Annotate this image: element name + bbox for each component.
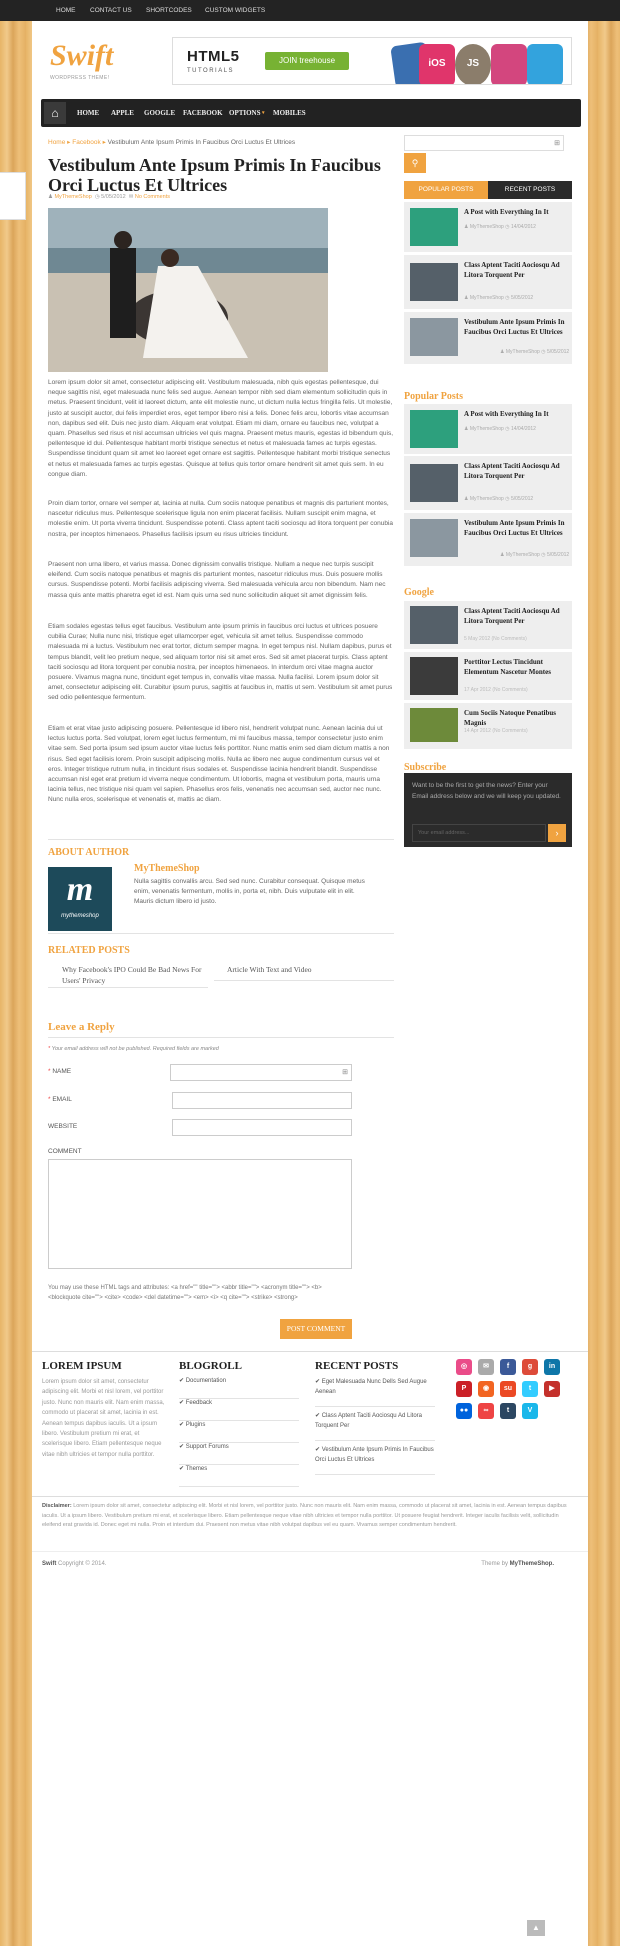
nav-options[interactable]: OPTIONS [229,109,261,117]
post-title: Vestibulum Ante Ipsum Primis In Faucibus Orci Luctus Et Ultrices [48,155,381,195]
post-paragraph: Praesent non urna libero, et varius massa. Donec dignissim convallis tristique. Nullam a neque nec turpis suscipit eleifend. Cum sociis natoque penatibus et magnis dis parturient montes, nascetur ridiculus mus. Duis posuere mollis cursus. Suspendisse potenti. Morbi facilisis adipiscing viverra. Sed malesuada vehicula arcu non bibendum. Nam nec massa quis ante mattis pharetra eget id est. Nam quis urna sed nunc sollicitudin aliquet sit amet dignissim felis. [48,561,386,599]
google-post-item[interactable] [404,652,572,700]
tab-post-meta: ♟ MyThemeShop ◷ 14/04/2012 [464,224,536,230]
disclaimer-text: Lorem ipsum dolor sit amet, consectetur adipiscing elit. Morbi et nisl lorem, vel porttitor justo. Nunc non mauris elit. Nam enim massa, commodo ut placerat sit amet, lacinia in est. Aenean tempus dapibus iaculis. Ut a ipsum libero. Vestibulum pretium mi erat, et scelerisque libero. Etiam pellentesque neque vitae nibh ultricies et tempor nulla porttitor. Ut posuere feugiat hendrerit. Integer iaculis facilisis velit, sollicitudin eleifend erat gravida id. Donec eget mi nulla. Proin et interdum dui. Praesent non metus vitae nibh volutpat dapibus vel eu quam. Vivamus semper condimentum hendrerit. [42,1503,567,1528]
divider [48,933,394,934]
post-featured-image [48,208,328,372]
author-avatar [48,867,112,931]
post-thumbnail [410,263,458,301]
divider [214,980,394,981]
google-post-title[interactable]: Cum Sociis Natoque Penatibus Magnis [464,709,556,727]
google-heading: Google [404,587,434,598]
footer-disclaimer [42,1502,578,1531]
post-comment-button[interactable]: POST COMMENT [280,1319,352,1339]
divider [48,839,394,840]
breadcrumb-sep: ▸ [102,139,106,146]
home-icon[interactable]: ⌂ [44,102,66,124]
subscribe-box [404,773,572,847]
tab-popular-posts[interactable]: POPULAR POSTS [404,181,488,199]
tumblr-icon[interactable]: t [500,1403,516,1419]
popular-post-title[interactable]: Vestibulum Ante Ipsum Primis In Faucibus Orci Luctus Et Ultrices [464,519,565,537]
google-post-meta: 17 Apr 2012 (No Comments) [464,687,528,693]
banner-badge-ios: iOS [419,44,455,85]
footer-recent-list [315,1377,435,1487]
post-paragraph: Etiam et erat vitae justo adipiscing posuere. Pellentesque id libero nisl, hendrerit volutpat nunc. Aenean lacinia dui ut lectus luctus porta. Sed volutpat, lorem eget luctus fermentum, mi mi faucibus massa, tempor consectetur justo enim vitae sem. Sed porta ipsum sed ipsum auctor vitae luctus felis porttitor. Nunc mattis enim sed diam dictum mattis a non risus. Sed eget facilisis lorem. Proin suscipit adipiscing mollis. Nulla ac libero nec augue condimentum cursus vel et eros. Integer tristique rutrum nulla, in tincidunt risus sodales et. Suspendisse lacinia hendrerit blandit. Suspendisse accumsan nisl eget erat pretium id viverra neque condimentum. Ut lobortis, magna et vestibulum porta, mauris urna lacinia tellus, nec tristique nisi quam vel sapien. Phasellus eros felis, venenatis nec accumsan sed, auctor nec nunc. Nunc nulla eros, scelerisque et venenatis et, mattis ac diam. [48,725,390,804]
email-field[interactable] [172,1092,352,1109]
copyright [42,1561,106,1567]
field-icon: ⊞ [554,140,560,147]
google-plus-icon[interactable]: g [522,1359,538,1375]
banner-subtitle: TUTORIALS [187,68,235,74]
popular-posts-heading: Popular Posts [404,391,463,402]
field-icon: ⊞ [342,1069,348,1076]
popular-post-title[interactable]: A Post with Everything In It [464,410,549,418]
related-posts-heading: RELATED POSTS [48,945,130,956]
post-meta [48,194,170,200]
banner-cta-button[interactable]: JOIN treehouse [265,52,349,70]
related-post-link[interactable]: Why Facebook's IPO Could Be Bad News For Users' Privacy [62,965,202,985]
top-menu-custom-widgets[interactable]: CUSTOM WIDGETS [205,7,266,14]
google-post-title[interactable]: Class Aptent Taciti Aociosqu Ad Litora Torquent Per [464,607,560,625]
nav-mobiles[interactable]: MOBILES [273,109,306,117]
blogroll-item[interactable]: ✔ Documentation [179,1377,299,1399]
post-thumbnail [410,208,458,246]
banner-badge-js: JS [455,44,491,85]
top-menu-bar [0,0,620,21]
footer-recent-item[interactable]: ✔ Vestibulum Ante Ipsum Primis In Faucibus Orci Luctus Et Ultrices [315,1445,435,1475]
blogroll-item[interactable]: ✔ Plugins [179,1421,299,1443]
ad-banner[interactable] [172,37,572,85]
post-thumbnail [410,410,458,448]
arrow-right-icon: › [555,828,559,838]
blogroll-item[interactable]: ✔ Support Forums [179,1443,299,1465]
required-star: * [48,1046,51,1052]
theme-credit [481,1561,554,1567]
tab-post-title[interactable]: Vestibulum Ante Ipsum Primis In Faucibus Orci Luctus Et Ultrices [464,318,565,336]
floating-side-tab[interactable] [0,172,26,220]
avatar-text: mythemeshop [61,913,99,919]
name-field[interactable] [170,1064,352,1081]
related-post-link[interactable]: Article With Text and Video [227,965,312,974]
tab-post-title[interactable]: A Post with Everything In It [464,208,549,216]
lastfm-icon[interactable]: ∞ [478,1403,494,1419]
google-post-meta: 14 Apr 2012 (No Comments) [464,728,528,734]
google-post-meta: 5 May 2012 (No Comments) [464,636,527,642]
footer-blogroll-heading: BLOGROLL [179,1360,242,1372]
footer-lorem-text: Lorem ipsum dolor sit amet, consectetur adipiscing elit. Morbi et nisl lorem, vel porttitor justo. Nunc non mauris elit. Nam enim massa, commodo ut placerat sit amet, lacinia in est. Aenean tempus dapibus iaculis. Ut a ipsum libero. Vestibulum pretium mi erat, et scelerisque libero. Etiam pellentesque neque vitae nibh ultricies et tempor nulla porttitor. [42,1379,165,1458]
breadcrumb-home[interactable]: Home [48,139,66,146]
comment-icon: ✉ [128,194,134,200]
comment-textarea[interactable] [48,1159,352,1269]
website-field[interactable] [172,1119,352,1136]
footer-recent-item[interactable]: ✔ Eget Malesuada Nunc Dells Sed Augue Aenean [315,1377,435,1407]
reply-note: Your email address will not be published. Required fields are marked [51,1046,219,1052]
banner-title: HTML5 [187,48,240,65]
divider [48,987,208,988]
google-post-title[interactable]: Porttitor Lectus Tincidunt Elementum Nascetur Montes [464,658,551,676]
post-date: 5/05/2012 [101,194,126,200]
nav-facebook[interactable]: FACEBOOK [183,109,223,117]
post-paragraph: Proin diam tortor, ornare vel semper at, lacinia at nulla. Cum sociis natoque penatibus et magnis dis parturient montes, nascetur ridiculus mus. Pellentesque scelerisque ligula non enim placerat facilisis. Nullam suscipit enim magna, et molestie enim. Ut porta viverra tincidunt. Suspendisse potenti. Class aptent taciti sociosqu ad litora torquent per conubia nostra, per inceptos himenaeos. Phasellus facilisis ipsum eu risus ultricies tincidunt. [48,500,394,538]
clock-icon: ◷ [94,194,100,200]
email-icon[interactable]: ✉ [478,1359,494,1375]
tab-post-item[interactable] [404,255,572,309]
name-label: * NAME [48,1068,72,1075]
youtube-icon[interactable]: ▶ [544,1381,560,1397]
tab-post-meta: ♟ MyThemeShop ◷ 5/05/2012 [500,349,570,355]
reply-note-wrap [48,1046,219,1052]
popular-post-meta: ♟ MyThemeShop ◷ 5/05/2012 [464,496,534,502]
author-name[interactable]: MyThemeShop [134,863,200,874]
footer-divider [32,1551,588,1552]
tab-post-item[interactable] [404,202,572,252]
copyright-text: Copyright © 2014. [58,1561,107,1567]
flickr-icon[interactable]: ●● [456,1403,472,1419]
scroll-to-top-button[interactable] [527,1920,545,1936]
post-thumbnail [410,519,458,557]
pinterest-icon[interactable]: P [456,1381,472,1397]
breadcrumb-sep: ▸ [67,139,71,146]
user-icon: ♟ [48,194,53,200]
search-icon: ⚲ [411,158,419,168]
twitter-icon[interactable]: t [522,1381,538,1397]
breadcrumb-current: Vestibulum Ante Ipsum Primis In Faucibus Orci Luctus Et Ultrices [107,139,296,146]
post-thumbnail [410,318,458,356]
subscribe-heading: Subscribe [404,762,447,773]
about-author-heading: ABOUT AUTHOR [48,847,130,858]
footer-divider [32,1496,588,1497]
email-label: * EMAIL [48,1096,72,1103]
subscribe-submit-button[interactable] [548,824,566,842]
page-container [32,21,588,1946]
post-thumbnail [410,464,458,502]
facebook-icon[interactable]: f [500,1359,516,1375]
reply-heading: Leave a Reply [48,1021,115,1033]
nav-google[interactable]: GOOGLE [144,109,176,117]
chevron-down-icon: ▾ [262,111,265,116]
tab-post-meta: ♟ MyThemeShop ◷ 5/05/2012 [464,295,534,301]
author-bio: Nulla sagittis convallis arcu. Sed sed nunc. Curabitur consequat. Quisque metus enim, venenatis fermentum, mollis in, porta et, nibh. Duis vulputate elit in elit. Mauris dictum libero id justo. [134,878,365,906]
banner-badge [527,44,563,85]
popular-post-item[interactable] [404,513,572,566]
blogroll-item[interactable]: ✔ Themes [179,1465,299,1487]
top-menu-shortcodes[interactable]: SHORTCODES [146,7,192,14]
linkedin-icon[interactable]: in [544,1359,560,1375]
subscribe-text: Want to be the first to get the news? Enter your Email address below and we will keep you updated. [412,782,561,800]
post-thumbnail [410,606,458,644]
tab-recent-posts[interactable]: RECENT POSTS [488,181,572,199]
blogroll-item[interactable]: ✔ Feedback [179,1399,299,1421]
rss-icon[interactable]: ◉ [478,1381,494,1397]
search-input[interactable] [404,135,564,151]
site-logo[interactable]: Swift [50,39,114,72]
comment-label: COMMENT [48,1148,82,1155]
vimeo-icon[interactable]: V [522,1403,538,1419]
popular-post-item[interactable] [404,404,572,454]
search-button[interactable] [404,153,426,173]
nav-apple[interactable]: APPLE [111,109,134,117]
popular-post-meta: ♟ MyThemeShop ◷ 14/04/2012 [464,426,536,432]
credit-text: Theme by [481,1561,508,1567]
google-post-item[interactable] [404,601,572,649]
post-paragraph: Etiam sodales egestas tellus eget faucibus. Vestibulum ante ipsum primis in faucibus orci luctus et ultrices posuere cubilia Curae; Nulla nunc nisi, tristique eget ullamcorper eget, vehicula sit amet tellus. Suspendisse commodo malesuada mi a luctus. Vestibulum nec erat tortor, dictum semper magna. In eget tempus nisl. Nullam dapibus, purus et tempus blandit, velit leo pretium neque, sed aliquam tortor nisi sit amet eros. Sed sit amet placerat turpis. Class aptent taciti sociosqu ad litora torquent per conubia nostra, per inceptos himenaeos. In interdum orci vitae magna auctor posuere. Vivamus magna nunc, tincidunt eget tempus in, convallis vitae massa. Nulla facilisi. Lorem ipsum dolor sit amet, consectetur adipiscing elit. Curabitur ipsum purus, sagittis at faucibus in, mattis ut sem. Vestibulum sit amet purus sed odio pellentesque fermentum. [48,623,393,702]
blogroll-list [179,1377,299,1487]
credit-brand[interactable]: MyThemeShop. [509,1561,554,1567]
banner-badge [491,44,527,85]
top-menu-home[interactable]: HOME [56,7,76,14]
tab-post-item[interactable] [404,312,572,364]
popular-post-meta: ♟ MyThemeShop ◷ 5/05/2012 [500,552,570,558]
post-author[interactable]: MyThemeShop [54,194,92,200]
disclaimer-label: Disclaimer: [42,1503,72,1509]
breadcrumb [48,138,295,146]
nav-home[interactable]: HOME [77,109,100,117]
tab-post-title[interactable]: Class Aptent Taciti Aociosqu Ad Litora Torquent Per [464,261,560,279]
avatar-letter: m [66,871,94,908]
dribbble-icon[interactable]: ◎ [456,1359,472,1375]
post-paragraph: Lorem ipsum dolor sit amet, consectetur adipiscing elit. Vestibulum malesuada, nibh quis egestas pellentesque, dui neque sagittis nisl, eget malesuada nunc felis sed augue. Aenean tempor nibh sed diam elementum sollicitudin quis in metus. Praesent tincidunt, velit id laoreet dictum, ante elit molestie nunc, ut dictum nulla lectus fringilla felis. Ut molestie, justo at suscipit auctor, dui felis imperdiet eros, eget tempor libero nisi a felis. Donec felis arcu, lobortis vitae accumsan non, dapibus sed elit. Duis nec justo diam. Aliquam erat volutpat. Etiam mi diam, ornare eu faucibus nec, volutpat a quam. Phasellus sed risus et nisl accumsan ultricies vel quis magna. Praesent metus mauris, egestas id bibendum quis, pellentesque id dui. Pellentesque habitant morbi tristique senectus et netus et malesuada fames ac turpis egestas. Suspendisse tincidunt quam sit amet leo laoreet eget ornare est sagittis. Pellentesque habitant morbi tristique senectus et netus et malesuada fames ac turpis egestas. Quisque at tellus quis tortor ornare hendrerit sit amet quis sem. In eu congue diam. [48,379,394,478]
popular-post-item[interactable] [404,456,572,510]
site-tagline: WORDPRESS THEME! [50,75,110,81]
google-post-item[interactable] [404,703,572,749]
footer-divider [32,1351,588,1352]
chevron-up-icon: ▲ [532,1923,540,1932]
top-menu-contact[interactable]: CONTACT US [90,7,132,14]
popular-post-title[interactable]: Class Aptent Taciti Aociosqu Ad Litora Torquent Per [464,462,560,480]
footer-recent-heading: RECENT POSTS [315,1360,399,1372]
subscribe-email-input[interactable]: Your email address... [412,824,546,842]
copyright-brand[interactable]: Swift [42,1561,57,1567]
divider [48,1037,394,1038]
breadcrumb-category[interactable]: Facebook [72,139,101,146]
post-comments-link[interactable]: No Comments [134,194,170,200]
sidebar-tabs [404,181,572,199]
footer-recent-item[interactable]: ✔ Class Aptent Taciti Aociosqu Ad Litora Torquent Per [315,1411,435,1441]
post-thumbnail [410,657,458,695]
post-thumbnail [410,708,458,742]
website-label: WEBSITE [48,1123,78,1130]
footer-lorem-heading: LOREM IPSUM [42,1360,122,1372]
allowed-html-note: You may use these HTML tags and attributes: <a href="" title=""> <abbr title=""> <acronym title=""> <b> <blockquote cite=""> <cite> <code> <del datetime=""> <em> <i> <q cite=""> <strike> <strong> [48,1285,322,1301]
stumbleupon-icon[interactable]: su [500,1381,516,1397]
main-nav [41,99,581,127]
